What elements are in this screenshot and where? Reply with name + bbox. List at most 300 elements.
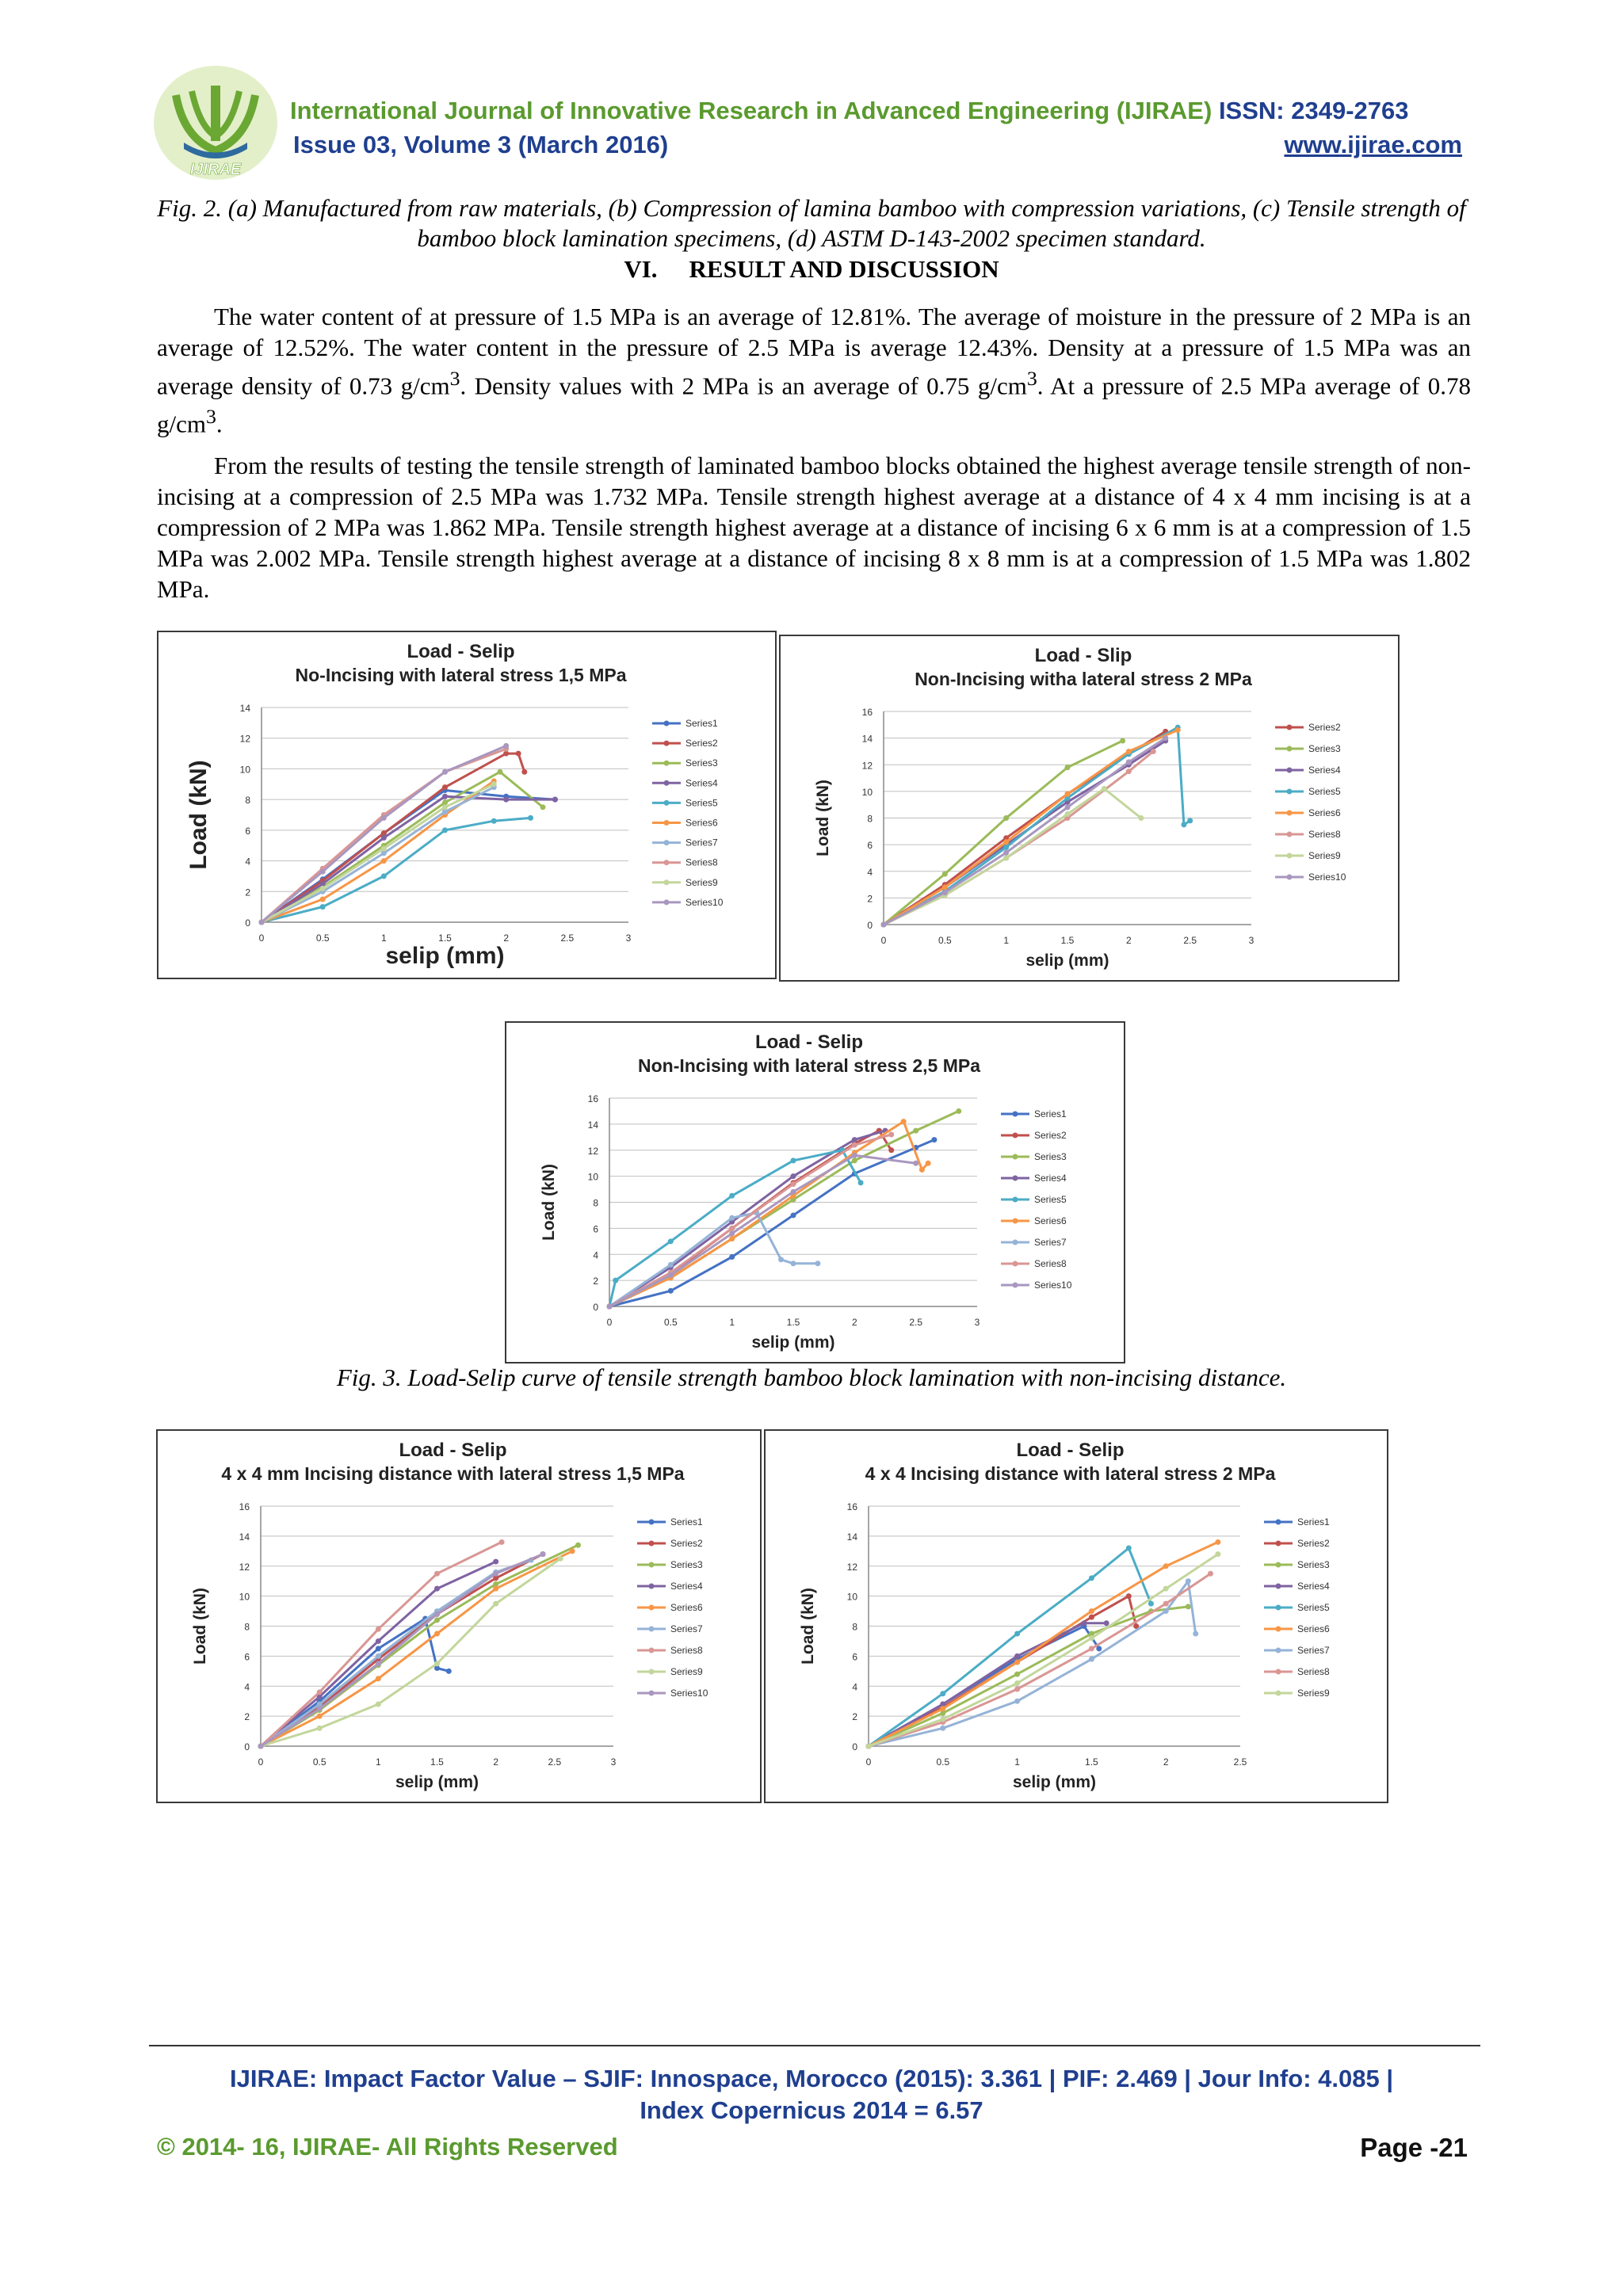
data-point-series7 bbox=[778, 1257, 784, 1262]
chart-svg bbox=[158, 632, 775, 978]
x-tick-label: 3 bbox=[974, 1317, 980, 1328]
x-tick-label: 3 bbox=[610, 1756, 617, 1768]
legend-marker bbox=[664, 820, 670, 826]
y-tick-label: 6 bbox=[852, 1651, 857, 1663]
data-point-series6 bbox=[926, 1161, 931, 1166]
data-point-series5 bbox=[1003, 845, 1009, 850]
data-point-series1 bbox=[376, 1646, 381, 1651]
data-point-series10 bbox=[729, 1230, 735, 1236]
footer-divider bbox=[149, 2045, 1480, 2046]
data-point-series7 bbox=[815, 1261, 820, 1266]
y-axis-label: Load (kN) bbox=[540, 1164, 558, 1241]
data-point-series3 bbox=[956, 1108, 961, 1114]
data-point-series8 bbox=[791, 1181, 796, 1187]
data-point-series9 bbox=[434, 1661, 440, 1666]
data-point-series10 bbox=[258, 1744, 264, 1749]
x-tick-label: 1 bbox=[1003, 935, 1010, 946]
data-point-series6 bbox=[1003, 839, 1009, 845]
y-tick-label: 0 bbox=[245, 917, 250, 929]
data-point-series1 bbox=[668, 1288, 674, 1294]
data-point-series9 bbox=[1065, 811, 1071, 817]
x-tick-label: 1.5 bbox=[1085, 1756, 1098, 1768]
data-point-series6 bbox=[1175, 727, 1181, 733]
section-title: RESULT AND DISCUSSION bbox=[689, 255, 999, 283]
x-tick-label: 0.5 bbox=[938, 935, 952, 946]
y-axis-label: Load (kN) bbox=[191, 1588, 209, 1665]
data-point-series3 bbox=[1186, 1604, 1191, 1609]
page-number: Page -21 bbox=[1360, 2133, 1468, 2162]
data-point-series5 bbox=[1181, 822, 1186, 827]
data-point-series6 bbox=[1163, 1563, 1169, 1569]
data-point-series6 bbox=[320, 896, 326, 902]
data-point-series6 bbox=[1065, 791, 1071, 797]
data-point-series8 bbox=[317, 1689, 323, 1695]
legend-marker bbox=[649, 1648, 655, 1653]
legend-label: Series8 bbox=[1297, 1666, 1330, 1677]
data-point-series7 bbox=[1089, 1657, 1094, 1662]
data-point-series5 bbox=[668, 1238, 674, 1244]
data-point-series1 bbox=[791, 1212, 796, 1218]
legend-label: Series7 bbox=[685, 837, 718, 849]
legend-marker bbox=[1013, 1112, 1018, 1117]
y-tick-label: 10 bbox=[239, 1591, 250, 1603]
data-point-series8 bbox=[1151, 749, 1156, 754]
legend-label: Series7 bbox=[1297, 1645, 1330, 1656]
data-point-series6 bbox=[919, 1167, 925, 1173]
data-point-series10 bbox=[942, 890, 948, 895]
data-point-series6 bbox=[1215, 1539, 1220, 1545]
legend-label: Series4 bbox=[1034, 1173, 1067, 1184]
y-tick-label: 10 bbox=[587, 1171, 598, 1183]
data-point-series4 bbox=[442, 794, 448, 799]
data-point-series9 bbox=[1163, 1586, 1169, 1592]
p1-text-a: The water content of at pressure of 1.5 MPa is an average of 12.81%. The average of moisture in the pressure of 2 MPa is an average of 12.52%. The water content in the pressure of 2.5 MPa is average 12.43%. Density at a pressure of 1.5 MPa was an average density of 0.73 g/cm bbox=[157, 303, 1471, 400]
x-axis-label: selip (mm) bbox=[1025, 952, 1109, 970]
legend-marker bbox=[1287, 810, 1293, 816]
legend-label: Series9 bbox=[670, 1666, 703, 1677]
logo-text: IJIRAE bbox=[189, 161, 242, 178]
legend-label: Series1 bbox=[1297, 1516, 1330, 1527]
legend-label: Series6 bbox=[1297, 1623, 1330, 1634]
p1-sup1: 3 bbox=[449, 367, 460, 390]
y-tick-label: 4 bbox=[867, 866, 873, 878]
legend-marker bbox=[1013, 1176, 1018, 1181]
legend-label: Series6 bbox=[1308, 807, 1341, 818]
data-point-series2 bbox=[516, 751, 521, 757]
data-point-series2 bbox=[521, 769, 527, 775]
data-point-series9 bbox=[320, 886, 326, 891]
legend-label: Series8 bbox=[670, 1645, 703, 1656]
chart-title: Load - Selip bbox=[754, 1032, 864, 1053]
data-point-series8 bbox=[499, 1539, 505, 1545]
data-point-series9 bbox=[1102, 786, 1107, 791]
data-point-series7 bbox=[1014, 1699, 1020, 1704]
chart-title: Load - Selip bbox=[407, 641, 515, 662]
data-point-series7 bbox=[1193, 1630, 1198, 1636]
legend-marker bbox=[1287, 832, 1293, 837]
journal-url-link[interactable]: www.ijirae.com bbox=[1284, 131, 1462, 158]
y-tick-label: 12 bbox=[861, 760, 873, 772]
legend-marker bbox=[649, 1562, 655, 1568]
data-point-series6 bbox=[570, 1548, 575, 1554]
data-point-series8 bbox=[1163, 1601, 1169, 1607]
legend-label: Series2 bbox=[1034, 1130, 1067, 1141]
legend-marker bbox=[649, 1627, 655, 1632]
x-axis-label: selip (mm) bbox=[385, 943, 505, 969]
data-point-series9 bbox=[940, 1716, 945, 1722]
data-point-series10 bbox=[442, 769, 448, 775]
fig3-caption: Fig. 3. Load-Selip curve of tensile strength bamboo block lamination with non-incising distance. bbox=[336, 1363, 1287, 1391]
paragraph-tensile-strength bbox=[157, 450, 1471, 605]
data-point-series8 bbox=[888, 1132, 894, 1138]
data-point-series10 bbox=[1003, 850, 1009, 856]
x-tick-label: 2 bbox=[503, 933, 510, 944]
data-point-series10 bbox=[317, 1706, 323, 1711]
x-tick-label: 1 bbox=[1014, 1756, 1020, 1768]
x-tick-label: 2 bbox=[1125, 935, 1132, 946]
x-tick-label: 3 bbox=[625, 933, 632, 944]
legend-label: Series10 bbox=[685, 896, 724, 908]
legend-marker bbox=[664, 780, 670, 786]
y-tick-label: 4 bbox=[245, 856, 250, 868]
data-point-series2 bbox=[888, 1147, 894, 1153]
data-point-series9 bbox=[1138, 815, 1144, 821]
y-tick-label: 0 bbox=[593, 1302, 598, 1313]
legend-label: Series10 bbox=[1308, 871, 1346, 883]
data-point-series5 bbox=[729, 1193, 735, 1199]
legend-label: Series3 bbox=[1308, 743, 1341, 754]
data-point-series5 bbox=[940, 1691, 945, 1696]
legend-label: Series3 bbox=[1034, 1151, 1067, 1162]
legend-marker bbox=[664, 800, 670, 806]
legend-label: Series8 bbox=[685, 856, 718, 868]
x-tick-label: 1.5 bbox=[438, 933, 452, 944]
y-tick-label: 4 bbox=[244, 1681, 250, 1693]
data-point-series3 bbox=[1065, 765, 1071, 770]
legend-marker bbox=[1013, 1133, 1018, 1138]
data-point-series5 bbox=[528, 815, 533, 821]
data-point-series3 bbox=[497, 769, 502, 775]
ijirae-logo bbox=[152, 63, 279, 182]
y-tick-label: 6 bbox=[244, 1651, 250, 1663]
data-point-series4 bbox=[552, 797, 558, 803]
y-tick-label: 0 bbox=[244, 1741, 250, 1753]
data-point-series1 bbox=[931, 1137, 937, 1142]
legend-label: Series3 bbox=[1297, 1559, 1330, 1570]
data-point-series5 bbox=[1089, 1575, 1094, 1581]
data-point-series1 bbox=[729, 1254, 735, 1260]
data-point-series9 bbox=[491, 781, 497, 787]
legend-label: Series5 bbox=[685, 797, 718, 809]
y-tick-label: 12 bbox=[239, 733, 250, 745]
legend-marker bbox=[649, 1520, 655, 1525]
data-point-series6 bbox=[901, 1119, 907, 1124]
data-point-series9 bbox=[376, 1701, 381, 1707]
legend-marker bbox=[1276, 1520, 1281, 1525]
y-tick-label: 6 bbox=[593, 1223, 598, 1235]
legend-marker bbox=[1013, 1197, 1018, 1203]
data-point-series9 bbox=[1003, 855, 1009, 860]
data-point-series7 bbox=[1186, 1578, 1191, 1584]
x-tick-label: 1 bbox=[729, 1317, 735, 1328]
chart-title: Load - Selip bbox=[1016, 1440, 1125, 1461]
chart-svg bbox=[158, 1431, 760, 1802]
data-point-series10 bbox=[607, 1304, 613, 1310]
data-point-series5 bbox=[491, 818, 497, 824]
data-point-series8 bbox=[434, 1571, 440, 1577]
issn: ISSN: 2349-2763 bbox=[1218, 97, 1409, 124]
data-point-series10 bbox=[913, 1161, 918, 1166]
chart-non-incising-2mpa bbox=[779, 635, 1400, 982]
legend-marker bbox=[664, 721, 670, 727]
legend-label: Series2 bbox=[670, 1538, 703, 1549]
legend-marker bbox=[649, 1584, 655, 1589]
x-axis-label: selip (mm) bbox=[1012, 1773, 1097, 1791]
data-point-series9 bbox=[1014, 1680, 1020, 1686]
x-tick-label: 2.5 bbox=[560, 933, 575, 944]
legend-label: Series8 bbox=[1308, 829, 1341, 840]
data-point-series5 bbox=[1187, 818, 1193, 823]
legend-marker bbox=[664, 761, 670, 766]
data-point-series6 bbox=[493, 1586, 498, 1592]
legend-marker bbox=[664, 879, 670, 885]
chart-subtitle: 4 x 4 Incising distance with lateral stress 2 MPa bbox=[865, 1463, 1276, 1484]
p1-text-d: . bbox=[216, 410, 223, 438]
x-tick-label: 3 bbox=[1248, 935, 1254, 946]
y-axis-label: Load (kN) bbox=[814, 780, 832, 856]
x-tick-label: 2.5 bbox=[1233, 1756, 1247, 1768]
y-tick-label: 10 bbox=[861, 786, 873, 798]
data-point-series4 bbox=[503, 797, 509, 803]
x-tick-label: 0.5 bbox=[663, 1317, 678, 1328]
issue-info: Issue 03, Volume 3 (March 2016) bbox=[293, 131, 669, 158]
journal-name: International Journal of Innovative Research in Advanced Engineering (IJIRAE) bbox=[290, 97, 1212, 124]
footer-line-1: IJIRAE: Impact Factor Value – SJIF: Innospace, Morocco (2015): 3.361 | PIF: 2.469 | Jour Info: 4.085 | bbox=[230, 2065, 1393, 2092]
y-tick-label: 8 bbox=[867, 813, 873, 825]
y-tick-label: 0 bbox=[852, 1741, 857, 1753]
legend-label: Series5 bbox=[1297, 1602, 1330, 1613]
legend-marker bbox=[1276, 1584, 1281, 1589]
x-tick-label: 1 bbox=[380, 933, 387, 944]
chart-svg bbox=[781, 636, 1398, 980]
data-point-series7 bbox=[791, 1261, 796, 1266]
data-point-series10 bbox=[791, 1189, 796, 1195]
chart-subtitle: Non-Incising with lateral stress 2,5 MPa bbox=[637, 1055, 981, 1076]
legend-marker bbox=[1013, 1154, 1018, 1160]
legend-marker bbox=[649, 1669, 655, 1675]
legend-label: Series6 bbox=[1034, 1215, 1067, 1226]
data-point-series4 bbox=[1014, 1653, 1020, 1659]
chart-non-incising-2-5mpa bbox=[505, 1021, 1125, 1363]
legend-label: Series9 bbox=[685, 876, 718, 888]
p1-sup2: 3 bbox=[1026, 367, 1037, 390]
data-point-series10 bbox=[493, 1571, 498, 1577]
y-tick-label: 2 bbox=[867, 893, 873, 905]
data-point-series9 bbox=[1215, 1551, 1220, 1557]
y-tick-label: 10 bbox=[846, 1591, 857, 1603]
data-point-series5 bbox=[442, 827, 448, 833]
y-tick-label: 12 bbox=[846, 1561, 857, 1573]
y-tick-label: 16 bbox=[846, 1501, 857, 1512]
x-tick-label: 2 bbox=[493, 1756, 499, 1768]
y-axis-label: Load (kN) bbox=[799, 1588, 817, 1665]
data-point-series5 bbox=[1014, 1630, 1020, 1636]
data-point-series8 bbox=[376, 1627, 381, 1632]
legend-marker bbox=[1287, 746, 1293, 752]
data-point-series3 bbox=[852, 1158, 857, 1163]
chart-title: Load - Selip bbox=[399, 1440, 507, 1461]
fig2-caption-text: Fig. 2. (a) Manufactured from raw materials, (b) Compression of lamina bamboo with compression variations, (c) Tensile strength of bamboo block lamination specimens, (d) ASTM D-143-2002 specimen standard. bbox=[157, 194, 1466, 252]
legend-label: Series4 bbox=[685, 777, 718, 789]
legend-marker bbox=[664, 741, 670, 746]
data-point-series4 bbox=[381, 835, 387, 841]
p1-text-c: . At a pressure of 2.5 MPa average of 0.78 g/cm bbox=[157, 372, 1471, 438]
data-point-series10 bbox=[668, 1272, 674, 1278]
legend-marker bbox=[649, 1541, 655, 1547]
x-tick-label: 0 bbox=[606, 1317, 613, 1328]
legend-label: Series4 bbox=[1308, 765, 1341, 776]
legend-marker bbox=[1013, 1283, 1018, 1288]
legend-marker bbox=[1013, 1240, 1018, 1245]
y-tick-label: 14 bbox=[846, 1531, 857, 1543]
y-axis-label: Load (kN) bbox=[185, 760, 212, 870]
y-tick-label: 16 bbox=[861, 707, 873, 718]
data-point-series6 bbox=[376, 1676, 381, 1681]
y-tick-label: 8 bbox=[593, 1197, 598, 1209]
data-point-series5 bbox=[320, 904, 326, 910]
legend-label: Series4 bbox=[670, 1581, 703, 1592]
legend-label: Series6 bbox=[685, 817, 718, 829]
legend-marker bbox=[664, 860, 670, 865]
chart-4x4-incising-1-5mpa bbox=[156, 1429, 762, 1803]
data-point-series4 bbox=[1082, 1620, 1087, 1626]
data-point-series10 bbox=[1065, 805, 1071, 810]
x-tick-label: 0 bbox=[880, 935, 887, 946]
legend-label: Series7 bbox=[670, 1623, 703, 1634]
data-point-series9 bbox=[1089, 1635, 1094, 1641]
data-point-series9 bbox=[558, 1556, 563, 1562]
data-point-series6 bbox=[729, 1236, 735, 1241]
data-point-series4 bbox=[1104, 1620, 1109, 1626]
legend-label: Series1 bbox=[685, 718, 718, 729]
x-tick-label: 2 bbox=[1163, 1756, 1169, 1768]
data-point-series10 bbox=[434, 1611, 440, 1617]
data-point-series6 bbox=[381, 858, 387, 864]
x-tick-label: 1.5 bbox=[786, 1317, 800, 1328]
data-point-series8 bbox=[729, 1226, 735, 1231]
data-point-series10 bbox=[503, 743, 509, 749]
data-point-series3 bbox=[540, 804, 545, 810]
legend-marker bbox=[664, 840, 670, 845]
data-point-series3 bbox=[1003, 815, 1009, 821]
y-tick-label: 6 bbox=[245, 825, 250, 837]
fig2-caption bbox=[0, 193, 1623, 254]
x-tick-label: 2 bbox=[851, 1317, 857, 1328]
data-point-series6 bbox=[434, 1630, 440, 1636]
data-point-series10 bbox=[320, 869, 326, 875]
footer-line-2: Index Copernicus 2014 = 6.57 bbox=[640, 2096, 983, 2124]
legend-marker bbox=[1276, 1691, 1281, 1696]
section-heading bbox=[0, 255, 1623, 284]
data-point-series7 bbox=[1163, 1608, 1169, 1614]
legend-marker bbox=[1287, 853, 1293, 859]
data-point-series4 bbox=[376, 1638, 381, 1644]
x-tick-label: 1 bbox=[375, 1756, 381, 1768]
data-point-series5 bbox=[1148, 1601, 1154, 1607]
copyright: © 2014- 16, IJIRAE- All Rights Reserved bbox=[157, 2133, 618, 2161]
p1-sup3: 3 bbox=[206, 405, 216, 429]
y-tick-label: 2 bbox=[593, 1276, 598, 1287]
chart-subtitle: Non-Incising witha lateral stress 2 MPa bbox=[915, 669, 1252, 689]
data-point-series10 bbox=[852, 1153, 857, 1158]
y-tick-label: 2 bbox=[852, 1711, 857, 1723]
y-tick-label: 12 bbox=[239, 1561, 250, 1573]
x-tick-label: 2.5 bbox=[548, 1756, 562, 1768]
data-point-series9 bbox=[866, 1744, 872, 1749]
data-point-series7 bbox=[668, 1262, 674, 1268]
data-point-series5 bbox=[1126, 1546, 1132, 1551]
y-tick-label: 6 bbox=[867, 840, 873, 852]
p2-text: From the results of testing the tensile strength of laminated bamboo blocks obtained the highest average tensile strength of non-incising at a compression of 2.5 MPa was 1.732 MPa. Tensile strength highest average at a distance of 4 x 4 mm incising is at a compression of 2 MPa was 1.862 MPa. Tensile strength highest average at a distance of incising 6 x 6 mm is at a compression of 1.5 MPa was 2.002 MPa. Tensile strength highest average at a distance of incising 8 x 8 mm is at a compression of 1.5 MPa was 1.802 MPa. bbox=[157, 452, 1471, 603]
x-tick-label: 1.5 bbox=[430, 1756, 444, 1768]
data-point-series8 bbox=[1208, 1571, 1213, 1577]
data-point-series8 bbox=[1089, 1646, 1094, 1651]
series-line-series1 bbox=[262, 791, 555, 923]
data-point-series2 bbox=[1089, 1615, 1094, 1620]
y-tick-label: 0 bbox=[867, 920, 873, 931]
paragraph-moisture-density bbox=[157, 301, 1471, 440]
legend-marker bbox=[1013, 1261, 1018, 1267]
legend-label: Series5 bbox=[1034, 1194, 1067, 1205]
data-point-series7 bbox=[729, 1215, 735, 1221]
data-point-series6 bbox=[1126, 749, 1132, 754]
chart-title: Load - Slip bbox=[1034, 645, 1132, 666]
legend-label: Series2 bbox=[1308, 722, 1341, 733]
legend-marker bbox=[1276, 1648, 1281, 1653]
data-point-series4 bbox=[852, 1137, 857, 1142]
journal-title bbox=[290, 97, 1408, 125]
legend-label: Series3 bbox=[670, 1559, 703, 1570]
legend-marker bbox=[1276, 1541, 1281, 1547]
data-point-series9 bbox=[317, 1726, 323, 1731]
chart-svg bbox=[506, 1023, 1124, 1362]
data-point-series5 bbox=[381, 873, 387, 879]
x-tick-label: 0.5 bbox=[315, 933, 330, 944]
data-point-series6 bbox=[317, 1714, 323, 1719]
data-point-series10 bbox=[259, 920, 265, 925]
data-point-series8 bbox=[1126, 769, 1132, 774]
data-point-series8 bbox=[1014, 1687, 1020, 1692]
chart-subtitle: 4 x 4 mm Incising distance with lateral stress 1,5 MPa bbox=[221, 1463, 685, 1484]
data-point-series6 bbox=[940, 1706, 945, 1711]
data-point-series3 bbox=[1014, 1672, 1020, 1677]
y-tick-label: 4 bbox=[852, 1681, 857, 1693]
x-tick-label: 0 bbox=[258, 1756, 264, 1768]
legend-label: Series6 bbox=[670, 1602, 703, 1613]
data-point-series6 bbox=[1089, 1608, 1094, 1614]
data-point-series10 bbox=[376, 1661, 381, 1666]
data-point-series3 bbox=[575, 1543, 581, 1548]
data-point-series3 bbox=[434, 1617, 440, 1623]
data-point-series2 bbox=[1126, 1593, 1132, 1599]
y-tick-label: 14 bbox=[861, 733, 873, 745]
data-point-series2 bbox=[442, 784, 448, 790]
data-point-series9 bbox=[442, 804, 448, 810]
legend-marker bbox=[1276, 1605, 1281, 1611]
y-tick-label: 2 bbox=[245, 887, 250, 898]
section-number: VI. bbox=[624, 255, 658, 283]
data-point-series4 bbox=[791, 1173, 796, 1179]
